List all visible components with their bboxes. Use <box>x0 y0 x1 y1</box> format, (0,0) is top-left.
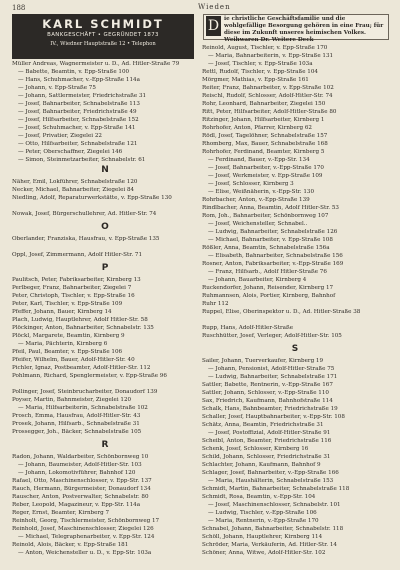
directory-entry: Pollinger, Josef, Steinbrucharbeiter, Donaudorf 139 <box>12 389 158 395</box>
directory-entry: Ruschhütter, Josef, Verleger, Adolf-Hitler-Str. 105 <box>202 333 342 339</box>
directory-entry: — Ludwig, Bahnarbeiter, Schnabelstraße 126 <box>208 229 338 235</box>
ad-bank-name: KARL SCHMIDT <box>42 17 164 31</box>
directory-entry: Schnabel, Johann, Bahnarbeiter, Schnabelstr. 118 <box>202 526 344 532</box>
directory-entry: — Johann, Sattlermeister, Friedrichstraße 31 <box>18 93 147 99</box>
directory-entry: Reinold, August, Tischler, v. Epp-Straße 170 <box>202 45 328 51</box>
directory-entry: Müller Andreas, Wagnermeister u. D., Ad. Hitler-Straße 79 <box>12 61 180 67</box>
directory-entry: Rohrbacher, Anton, v.-Epp-Straße 139 <box>202 197 310 203</box>
directory-entry: — Babette, Beamtin, v. Epp-Straße 100 <box>18 69 130 75</box>
directory-entry: Schätz, Anna, Beamtin, Friedrichstraße 31 <box>202 422 324 428</box>
directory-entry: Reiter, Franz, Bahnarbeiter, v. Epp-Straße 102 <box>202 85 334 91</box>
section-letter: S <box>291 344 299 354</box>
directory-entry: Reinholt, Georg, Tischlermeister, Schönbornweg 17 <box>12 518 160 524</box>
directory-entry: Pfeil, Paul, Beamter, v. Epp-Straße 106 <box>12 349 123 355</box>
directory-entry: — Josef, Privatier, Ziegelei 22 <box>18 133 102 139</box>
directory-entry: Sattler, Babette, Rentnerin, v.-Epp-Straße 167 <box>202 382 333 388</box>
advertisement-bank <box>12 14 194 59</box>
directory-entry: Perlbeger, Franz, Bahnarbeiter, Ziegelei 7 <box>12 285 132 291</box>
directory-entry: Plöckl, Margarete, Beamtin, Kirnberg 9 <box>12 333 125 339</box>
directory-entry: Ritt, Peter, Hilfsarbeiter, Adolf-Hitler-Straße 80 <box>202 109 337 115</box>
directory-entry: Ruhr 112 <box>202 301 229 307</box>
directory-entry: Reinhold, Josef, Maschinenschlosser, Ziegelei 126 <box>12 526 154 532</box>
directory-entry: Ruhmannsen, Alois, Portier, Kirnberg, Bahnhof <box>202 293 336 299</box>
directory-entry: — Elise, Weißnäherin, v.-Epp-Str. 130 <box>208 189 315 195</box>
directory-entry: — Maria, Haushälterin, Schnabelstraße 153 <box>208 478 334 484</box>
directory-entry: Oppl, Josef, Zimmermann, Adolf Hitler-Str. 71 <box>12 252 142 258</box>
directory-entry: Paulitsch, Peter, Fabriksarbeiter, Kirnberg 13 <box>12 277 141 283</box>
directory-entry: Plöckinger, Anton, Bahnarbeiter, Schnabelstr. 135 <box>12 325 154 331</box>
directory-entry: Necker, Michael, Bahnarbeiter, Ziegelei 84 <box>12 187 135 193</box>
directory-entry: Reber, Leopold, Magazineur, v. Epp-Str. 114a <box>12 502 141 508</box>
directory-entry: Rupp, Hans, Adolf-Hitler-Straße <box>202 325 294 331</box>
directory-entry: Schröder, Maria, Verkäuferin, Ad. Hitler-Str. 14 <box>202 542 337 548</box>
directory-entry: Pichler, Ignaz, Postbeamter, Adolf-Hitler-Str. 112 <box>12 365 151 371</box>
directory-entry: Pfeifer, Wilhelm, Bauer, Adolf-Hitler-Str. 40 <box>12 357 135 363</box>
directory-entry: — Josef, Hilfsarbeiter, Schnabelstraße 152 <box>18 117 139 123</box>
directory-entry: — Elisabeth, Bahnarbeiter, Schnabelstraße 156 <box>208 253 343 259</box>
directory-entry: Reger, Ernst, Beamter, Kirnberg 7 <box>12 510 110 516</box>
directory-entry: Peter, Christoph, Tischler, v. Epp-Straße 16 <box>12 293 135 299</box>
page-title: Wieden <box>198 3 231 11</box>
section-letter: N <box>101 165 109 175</box>
ad-bank-address: IV., Wiedner Hauptstraße 12 • Telephon <box>50 41 156 47</box>
directory-entry: Niedling, Adolf, Reparaturwerkstätte, v. Epp-Straße 130 <box>12 195 172 201</box>
section-letter: P <box>101 263 109 273</box>
directory-entry: Sattler, Johann, Schlosser, v.-Epp-Straße 110 <box>202 390 329 396</box>
directory-entry: — Hans, Schuhmacher, v.-Epp-Straße 114a <box>18 77 140 83</box>
directory-entry: Schaller, Josef, Hauptbahnarbeiter, v.-Epp-Str. 108 <box>202 414 345 420</box>
directory-entry: — Anton, Weichensteller u. D., v. Epp-Str. 103a <box>18 550 152 556</box>
advertisement-notice <box>203 14 389 43</box>
section-letter: R <box>101 440 109 450</box>
directory-entry: Rafael, Otto, Maschinenschlosser, v. Epp-Str. 137 <box>12 478 152 484</box>
directory-entry: Schmidt, Martin, Bahnarbeiter, Schnabelstraße 118 <box>202 486 350 492</box>
directory-entry: Schild, Johann, Schlosser, Friedrichstraße 31 <box>202 454 331 460</box>
directory-entry: Rosner, Anton, Fabriksarbeiter, v.-Epp-Straße 169 <box>202 261 344 267</box>
directory-entry: — Michael, Telegraphenarbeiter, v. Epp-Str. 124 <box>18 534 155 540</box>
directory-entry: — Josef, Bahnarbeiter, Schnabelstraße 113 <box>18 101 140 107</box>
directory-entry: Näher, Emil, Lokführer, Schnabelstraße 120 <box>12 179 138 185</box>
directory-entry: Schalk, Hans, Bahnbeamter, Friedrichstraße 19 <box>202 406 338 412</box>
directory-entry: Scheibl, Anton, Beamter, Friedrichstraße 116 <box>202 438 332 444</box>
ad-notice-initial: D <box>207 18 220 34</box>
directory-entry: — Simon, Steinmetzarbeiter, Schnabelstr. 61 <box>18 157 146 163</box>
directory-entry: Mörgmer, Mathias, v. Epp-Straße 161 <box>202 77 309 83</box>
directory-entry: Rohr, Leonhard, Bahnarbeiter, Ziegelei 150 <box>202 101 326 107</box>
ad-notice-text: ie christliche Geschäftsfamilie und die wohlgefällige Besorgung gehören in eine Frau; für diese im Zukunft unseres heimischen Volkes. Weihwaren Dr. Weitere Deck <box>224 16 384 43</box>
directory-entry: — Johann, v. Epp-Straße 75 <box>18 85 96 91</box>
directory-entry: Reinold, Alois, Bäcker, v. Epp-Straße 181 <box>12 542 129 548</box>
directory-entry: — Maria, Pächterin, Kirnberg 6 <box>18 341 108 347</box>
directory-entry: Nowak, Josef, Bürgerschullehrer, Ad. Hitler-Str. 74 <box>12 211 157 217</box>
directory-entry: Pfeffer, Johann, Bauer, Kirnberg 14 <box>12 309 112 315</box>
directory-entry: Peter, Karl, Tischler, v. Epp-Straße 109 <box>12 301 123 307</box>
directory-entry: Prosek, Johann, Hilfsarb., Schnabelstraße 31 <box>12 421 140 427</box>
directory-entry: — Ludwig, Bahnarbeiter, Schnabelstraße 171 <box>208 374 338 380</box>
directory-entry: — Otto, Hilfsarbeiter, Schnabelstraße 121 <box>18 141 138 147</box>
directory-entry: — Michael, Bahnarbeiter, v. Epp-Straße 108 <box>208 237 333 243</box>
directory-entry: Rindlbacher, Anna, Beamtin, Adolf Hitler-Str. 53 <box>202 205 339 211</box>
directory-entry: Ruckendorfer, Johann, Reisender, Kirnberg 17 <box>202 285 334 291</box>
directory-entry: Schenk, Josef, Schlosser, Kirnberg 16 <box>202 446 309 452</box>
directory-entry: Rauch, Hermann, Bürgermeister, Donaudorf 134 <box>12 486 151 492</box>
directory-entry: — Josef, Werkmeister, v. Epp-Straße 109 <box>208 173 323 179</box>
directory-entry: — Josef, Schuhmacher, v. Epp-Straße 141 <box>18 125 136 131</box>
directory-entry: Rohrhofer, Ferdinand, Beamter, Kirnberg 5 <box>202 149 325 155</box>
directory-entry: — Josef, Bahnarbeiter, v.-Epp-Straße 170 <box>208 165 324 171</box>
directory-entry: Sax, Friedrich, Kaufmann, Bahnhofstraße 114 <box>202 398 333 404</box>
directory-entry: — Josef, Postoffizial, Adolf-Hitler-Straße 91 <box>208 430 331 436</box>
directory-entry: — Josef, Tischler, v. Epp-Straße 103a <box>208 61 313 67</box>
directory-entry: — Ferdinand, Bauer, v.-Epp-Str. 134 <box>208 157 310 163</box>
directory-entry: Oberlander, Franziska, Hausfrau, v. Epp-Straße 135 <box>12 236 160 242</box>
directory-entry: Rödl, Josef, Tagelöhner, Schnabelstraße 157 <box>202 133 328 139</box>
directory-entry: — Franz, Hilfsarb., Adolf Hitler-Straße 76 <box>208 269 327 275</box>
directory-entry: — Maria, Bahnarbeiterin, v. Epp-Straße 131 <box>208 53 334 59</box>
directory-entry: Plach, Ludwig, Hauptlehrer, Adolf Hitler-Str. 58 <box>12 317 148 323</box>
directory-entry: Poyser, Martin, Bahnmeister, Ziegelei 120 <box>12 397 132 403</box>
page-number: 188 <box>12 4 26 12</box>
directory-entry: Radon, Johann, Waldarbeiter, Schönbornweg 10 <box>12 454 149 460</box>
directory-entry: Ritzinger, Johann, Hilfsarbeiter, Kirnberg 1 <box>202 117 325 123</box>
directory-entry: — Johann, Lokomotivführer, Bahnhof 120 <box>18 470 136 476</box>
directory-entry: Schmidt, Rosa, Beamtin, v.-Epp-Str. 104 <box>202 494 316 500</box>
section-letter: O <box>101 222 109 232</box>
directory-entry: Rettl, Rudolf, Tischler, v. Epp-Straße 104 <box>202 69 318 75</box>
directory-entry: Prossegger, Joh., Bäcker, Schnabelstraße 105 <box>12 429 142 435</box>
directory-entry: Rhomberg, Max, Bauer, Schnabelstraße 168 <box>202 141 328 147</box>
directory-entry: Schlager, Josef, Bahnarbeiter, v.-Epp-Straße 166 <box>202 470 339 476</box>
directory-entry: Rößler, Anna, Beamtin, Schnabelstraße 156a <box>202 245 330 251</box>
directory-entry: — Josef, Schlosser, Kirnberg 3 <box>208 181 294 187</box>
directory-entry: Pohlmann, Richard, Spenglermeister, v. Epp-Straße 96 <box>12 373 167 379</box>
directory-entry: — Maria, Rentnerin, v.-Epp-Straße 170 <box>208 518 319 524</box>
directory-entry: Rom, Joh., Bahnarbeiter, Schönbornweg 107 <box>202 213 329 219</box>
directory-entry: Rauscher, Anton, Postverwalter, Schnabelstr. 80 <box>12 494 149 500</box>
directory-entry: Ruppel, Elise, Oberinspektor u. D., Ad. Hitler-Straße 38 <box>202 309 361 315</box>
directory-entry: Schlachter, Johann, Kaufmann, Bahnhof 9 <box>202 462 321 468</box>
directory-entry: Reischl, Rudolf, Schlosser, Adolf-Hitler-Str. 74 <box>202 93 333 99</box>
directory-entry: — Johann, Bauarbeiter, Kirnberg 4 <box>208 277 307 283</box>
directory-entry: Schöll, Johann, Hauptlehrer, Kirnberg 114 <box>202 534 323 540</box>
directory-entry: — Josef, Bahnarbeiter, Friedrichstraße 49 <box>18 109 137 115</box>
directory-entry: Prosch, Emma, Hausfrau, Adolf-Hitler-Str. 43 <box>12 413 141 419</box>
directory-entry: — Maria, Hilfsarbeiterin, Schnabelstraße 102 <box>18 405 148 411</box>
directory-entry: — Josef, Weichensteller, Schnabel.. <box>208 221 308 227</box>
directory-entry: — Johann, Baumeister, Adolf-Hitler-Str. 103 <box>18 462 142 468</box>
ad-bank-subtitle: BANKGESCHÄFT • GEGRÜNDET 1873 <box>47 32 159 38</box>
directory-entry: — Peter, Oberschaffner, Ziegelei 146 <box>18 149 123 155</box>
directory-entry: — Johann, Pensionist, Adolf-Hitler-Straße 75 <box>208 366 335 372</box>
directory-entry: Sailer, Johann, Tuerverkaufer, Kirnberg 19 <box>202 358 324 364</box>
directory-entry: — Ludwig, Tischler, v.-Epp-Straße 106 <box>208 510 317 516</box>
directory-entry: Rohrhofer, Anton, Pfarrer, Kirnberg 62 <box>202 125 312 131</box>
directory-entry: — Josef, Maschinenschlosser, Schnabelstr. 101 <box>208 502 341 508</box>
directory-entry: Schöner, Anna, Witwe, Adolf-Hitler-Str. 102 <box>202 550 326 556</box>
